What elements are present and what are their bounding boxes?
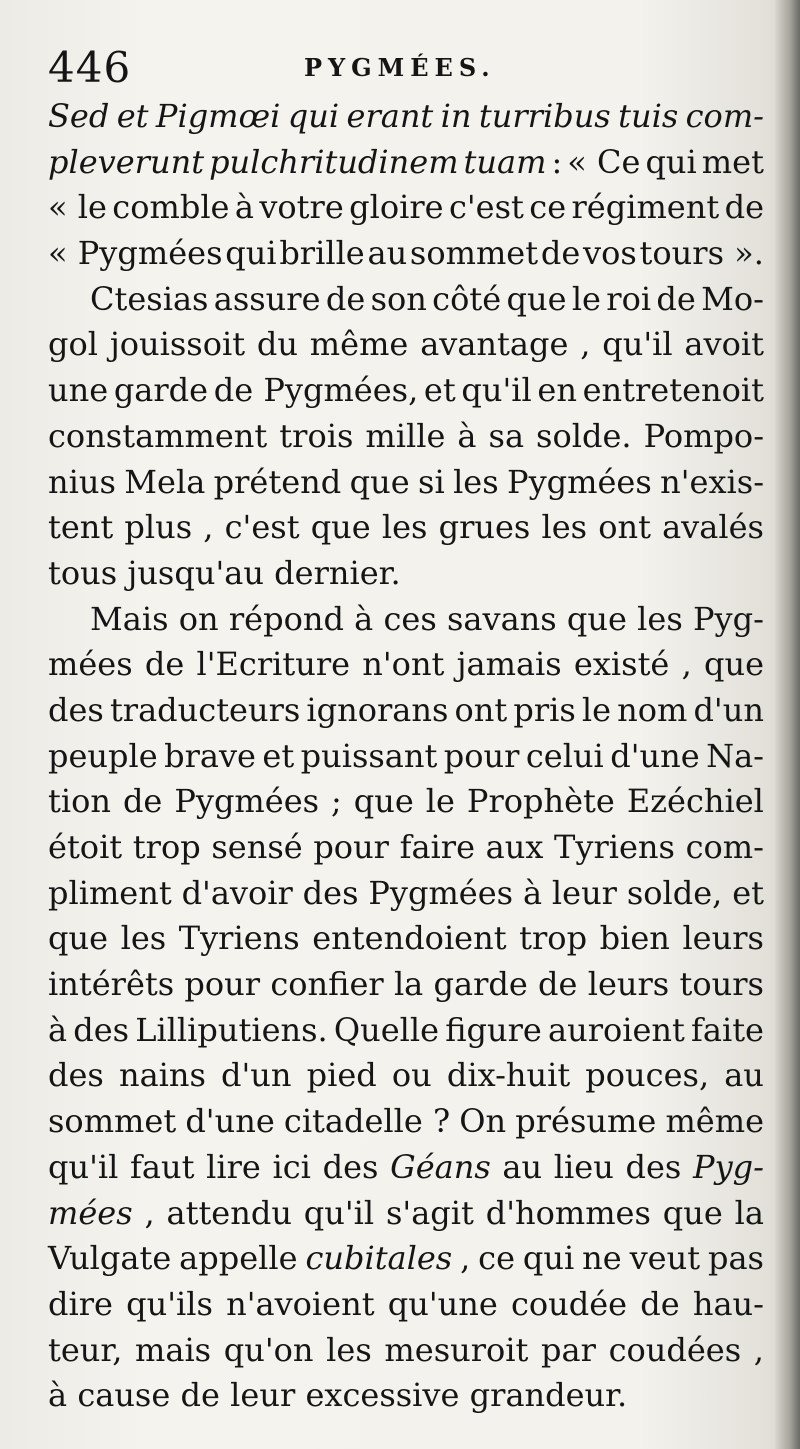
word: leurs <box>682 919 764 958</box>
word: des <box>73 1010 130 1049</box>
text-line <box>48 94 764 140</box>
word: pliment <box>48 873 172 912</box>
word: et <box>116 97 149 135</box>
word: et <box>262 736 295 775</box>
text-line <box>48 1328 764 1374</box>
word: même <box>665 1102 764 1141</box>
word: brave <box>164 736 256 775</box>
word: c'est <box>448 188 524 227</box>
word: de <box>538 965 578 1004</box>
word: gol <box>48 325 98 364</box>
text-line <box>48 734 764 780</box>
word: ces <box>383 599 437 638</box>
word: que <box>566 599 627 638</box>
word: trois <box>279 416 354 455</box>
text-line <box>48 871 764 917</box>
word: même <box>309 325 409 364</box>
word: qu'ils <box>126 1284 213 1323</box>
word: tuis <box>618 97 679 135</box>
text-line <box>48 414 764 460</box>
word: jouissoit <box>109 325 246 364</box>
word: que <box>703 645 764 684</box>
word: pleverunt <box>48 142 205 181</box>
word: mées <box>48 645 133 684</box>
text-line <box>48 916 764 962</box>
word: cause <box>77 1376 171 1415</box>
text-line <box>48 825 764 871</box>
word: avantage <box>420 325 569 364</box>
word: de <box>144 645 185 684</box>
word: Ctesias <box>90 279 209 318</box>
word: Pyg- <box>693 599 764 638</box>
word: de <box>122 782 163 821</box>
word: roi <box>606 279 652 318</box>
word: au <box>724 1056 764 1095</box>
word: ont <box>598 508 651 547</box>
text-line <box>48 1191 764 1237</box>
text-line <box>48 368 764 414</box>
word: com- <box>685 828 764 866</box>
word: pouces, <box>585 1056 710 1095</box>
word: Tyriens <box>178 919 300 958</box>
word: Géans <box>390 1147 491 1186</box>
word: entretenoit <box>582 371 764 410</box>
word: « Pygmées <box>48 234 223 273</box>
word: ce <box>529 188 567 227</box>
word: peuple <box>48 736 158 775</box>
word: « le <box>48 188 107 227</box>
word: de <box>540 234 581 273</box>
word: d'une <box>185 1102 275 1141</box>
word: , <box>460 1239 471 1278</box>
text-line <box>48 185 764 231</box>
word: on <box>178 599 219 638</box>
word: pied <box>306 1056 377 1095</box>
word: répond <box>228 599 344 638</box>
word: qu'on <box>223 1330 314 1369</box>
word: celui <box>525 736 604 775</box>
word: jamais <box>456 645 562 684</box>
word: de <box>656 279 696 318</box>
word: garde <box>433 965 528 1004</box>
word: intérêts <box>48 965 175 1004</box>
word: pris <box>513 690 576 729</box>
word: à <box>48 1010 68 1049</box>
word: , <box>203 508 214 547</box>
word: leur <box>551 873 617 912</box>
word: brille <box>279 234 365 273</box>
word: Pygmées <box>174 782 320 821</box>
word: existé <box>573 645 670 684</box>
page-number: 446 <box>48 43 132 92</box>
word: qu'il <box>602 325 673 364</box>
word: ; <box>331 782 342 821</box>
word: c'est <box>224 508 300 547</box>
word: Ezéchiel <box>626 782 764 821</box>
word: à <box>522 873 543 912</box>
word: coudées <box>608 1330 742 1369</box>
word: ont <box>454 690 508 729</box>
word: , <box>681 645 692 684</box>
word: : <box>551 142 563 181</box>
word: coudée <box>510 1284 628 1323</box>
word: Prophète <box>466 782 615 821</box>
word: ne <box>582 1239 622 1278</box>
word: au <box>502 1147 543 1186</box>
word: que <box>662 1193 723 1232</box>
word: des <box>48 1056 104 1095</box>
word: les <box>381 508 428 547</box>
word: constamment <box>48 416 268 455</box>
word: , <box>753 1330 764 1369</box>
word: met <box>701 142 764 181</box>
text-line <box>48 322 764 368</box>
word: que <box>353 782 414 821</box>
word: tous <box>48 553 118 592</box>
word: faut <box>130 1147 195 1186</box>
word: de <box>640 1284 680 1323</box>
word: d'une <box>610 736 700 775</box>
word: le <box>581 690 612 729</box>
word: et <box>732 873 764 912</box>
word: en <box>537 371 577 410</box>
word: trop <box>132 828 201 866</box>
word: Sed <box>48 97 110 135</box>
word: Mais <box>90 599 169 638</box>
word: turribus <box>478 97 611 135</box>
word: nius <box>48 462 116 501</box>
word: ignorans <box>306 690 449 729</box>
word: tuam <box>463 142 547 181</box>
word: qui <box>645 142 697 181</box>
word: Quelle <box>333 1010 440 1049</box>
word: n'avoient <box>226 1284 375 1323</box>
word: plus <box>124 508 193 547</box>
word: faite <box>691 1010 764 1049</box>
word: erant <box>346 97 434 135</box>
word: sa <box>488 416 525 455</box>
word: mais <box>135 1330 212 1369</box>
word: présume <box>515 1102 657 1141</box>
word: les <box>453 462 499 501</box>
word: étoit <box>48 828 123 866</box>
word: tion <box>48 782 111 821</box>
word: figure <box>445 1010 542 1049</box>
text-line <box>48 277 764 323</box>
word: trop <box>519 919 588 958</box>
word: qui <box>287 97 340 135</box>
text-line <box>48 231 764 277</box>
word: assure <box>213 279 321 318</box>
word: et <box>423 371 456 410</box>
text-line <box>48 1282 764 1328</box>
word: Pigmœi <box>155 97 281 135</box>
word: les <box>541 508 588 547</box>
word: par <box>541 1330 596 1369</box>
word: leur <box>230 1376 296 1415</box>
word: Mela <box>124 462 206 501</box>
word: savans <box>446 599 557 638</box>
text-line <box>48 642 764 688</box>
text-line <box>48 688 764 734</box>
word: solde, <box>626 873 723 912</box>
word: d'un <box>693 690 764 729</box>
word: de <box>724 188 764 227</box>
word: bien <box>599 919 670 958</box>
word: son <box>370 279 427 318</box>
word: l'Ecriture <box>196 645 351 684</box>
word: sommet <box>409 234 539 273</box>
word: mesuroit <box>384 1330 529 1369</box>
word: les <box>120 919 167 958</box>
word: mées <box>48 1193 133 1232</box>
word: qu'il <box>461 371 532 410</box>
word: Mo- <box>701 279 764 318</box>
word: tent <box>48 508 114 547</box>
word: qu'il <box>48 1147 119 1186</box>
word: leurs <box>587 965 670 1004</box>
word: tours ». <box>639 234 764 273</box>
word: que <box>349 462 410 501</box>
word: grues <box>438 508 531 547</box>
word: votre <box>259 188 344 227</box>
word: lire <box>206 1147 261 1186</box>
word: n'ont <box>362 645 445 684</box>
word: pulchritudinem <box>209 142 459 181</box>
word: gloire <box>349 188 444 227</box>
text-line <box>48 962 764 1008</box>
word: Na- <box>706 736 764 775</box>
word: Tyriens <box>554 828 675 866</box>
word: appelle <box>179 1239 298 1278</box>
word: grandeur. <box>469 1376 628 1415</box>
word: traducteurs <box>109 690 301 729</box>
text-line <box>48 551 764 597</box>
word: des <box>48 690 104 729</box>
word: , <box>144 1193 155 1232</box>
word: dire <box>48 1284 113 1323</box>
word: la <box>734 1193 764 1232</box>
word: régiment <box>571 188 720 227</box>
text-line <box>48 1099 764 1145</box>
word: pour <box>443 736 520 775</box>
word: dernier. <box>274 553 401 592</box>
word: pas <box>707 1239 764 1278</box>
text-line <box>48 1236 764 1282</box>
word: faire <box>399 828 475 866</box>
word: excessive <box>305 1376 460 1415</box>
word: à <box>234 188 254 227</box>
text-line <box>48 779 764 825</box>
word: « Ce <box>567 142 641 181</box>
word: cubitales <box>305 1239 453 1278</box>
word: Pyg- <box>693 1147 764 1186</box>
word: Pygmées <box>368 873 514 912</box>
word: la <box>393 965 424 1004</box>
word: attendu <box>166 1193 292 1232</box>
word: d'avoir <box>181 873 293 912</box>
text-line <box>48 1373 764 1419</box>
text-line <box>48 505 764 551</box>
word: avoit <box>684 325 764 364</box>
page-gutter-shadow <box>774 0 800 1449</box>
text-line <box>48 1053 764 1099</box>
body-text <box>48 94 764 1419</box>
word: tours <box>679 965 764 1004</box>
word: d'un <box>221 1056 292 1095</box>
word: n'exis- <box>660 462 764 501</box>
word: de <box>325 279 366 318</box>
word: nom <box>617 690 688 729</box>
word: garde <box>113 371 209 410</box>
word: On <box>459 1102 507 1141</box>
page-header <box>48 40 748 96</box>
word: ce <box>478 1239 516 1278</box>
word: sensé <box>211 828 303 866</box>
word: ici <box>272 1147 311 1186</box>
word: solde. <box>536 416 632 455</box>
word: du <box>256 325 298 364</box>
word: les <box>637 599 683 638</box>
word: nains <box>118 1056 206 1095</box>
word: confier <box>270 965 384 1004</box>
word: à <box>48 1376 68 1415</box>
word: Vulgate <box>48 1239 172 1278</box>
word: com- <box>685 97 764 135</box>
word: qu'il <box>303 1193 375 1232</box>
word: une <box>48 371 109 410</box>
word: des <box>625 1147 682 1186</box>
word: hau- <box>692 1284 764 1323</box>
word: qui <box>225 234 277 273</box>
word: comble <box>112 188 230 227</box>
word: à <box>457 416 477 455</box>
word: s'agit <box>385 1193 474 1232</box>
word: à <box>354 599 374 638</box>
word: le <box>571 279 601 318</box>
word: prétend <box>213 462 342 501</box>
word: Lilliputiens. <box>135 1010 328 1049</box>
text-line <box>48 1145 764 1191</box>
word: , <box>580 325 591 364</box>
word: puissant <box>300 736 438 775</box>
word: si <box>418 462 445 501</box>
word: teur, <box>48 1330 123 1369</box>
word: d'hommes <box>485 1193 651 1232</box>
word: de <box>180 1376 220 1415</box>
text-line <box>48 140 764 186</box>
word: auroient <box>548 1010 685 1049</box>
word: avalés <box>662 508 764 547</box>
word: dix-huit <box>446 1056 571 1095</box>
word: pour <box>313 828 389 866</box>
word: Pygmées <box>507 462 652 501</box>
word: mille <box>365 416 446 455</box>
word: citadelle ? <box>283 1102 451 1141</box>
text-line <box>48 597 764 643</box>
word: que <box>310 508 371 547</box>
word: vos <box>583 234 637 273</box>
word: des <box>322 1147 379 1186</box>
word: Pompo- <box>643 416 764 455</box>
word: in <box>440 97 472 135</box>
word: sommet <box>48 1102 177 1141</box>
word: des <box>302 873 359 912</box>
word: que <box>506 279 567 318</box>
word: qu'une <box>387 1284 498 1323</box>
text-line <box>48 460 764 506</box>
text-line <box>48 1008 764 1054</box>
word: côté <box>432 279 502 318</box>
word: veut <box>629 1239 701 1278</box>
word: ou <box>391 1056 432 1095</box>
word: qui <box>522 1239 575 1278</box>
word: lieu <box>553 1147 614 1186</box>
word: que <box>48 919 109 958</box>
word: les <box>326 1330 372 1369</box>
word: le <box>425 782 455 821</box>
word: pour <box>184 965 261 1004</box>
word: de Pygmées, <box>213 371 419 410</box>
running-head: PYGMÉES. <box>304 53 496 82</box>
word: aux <box>485 828 544 866</box>
word: jusqu'au <box>127 553 264 592</box>
word: au <box>367 234 408 273</box>
word: entendoient <box>312 919 507 958</box>
